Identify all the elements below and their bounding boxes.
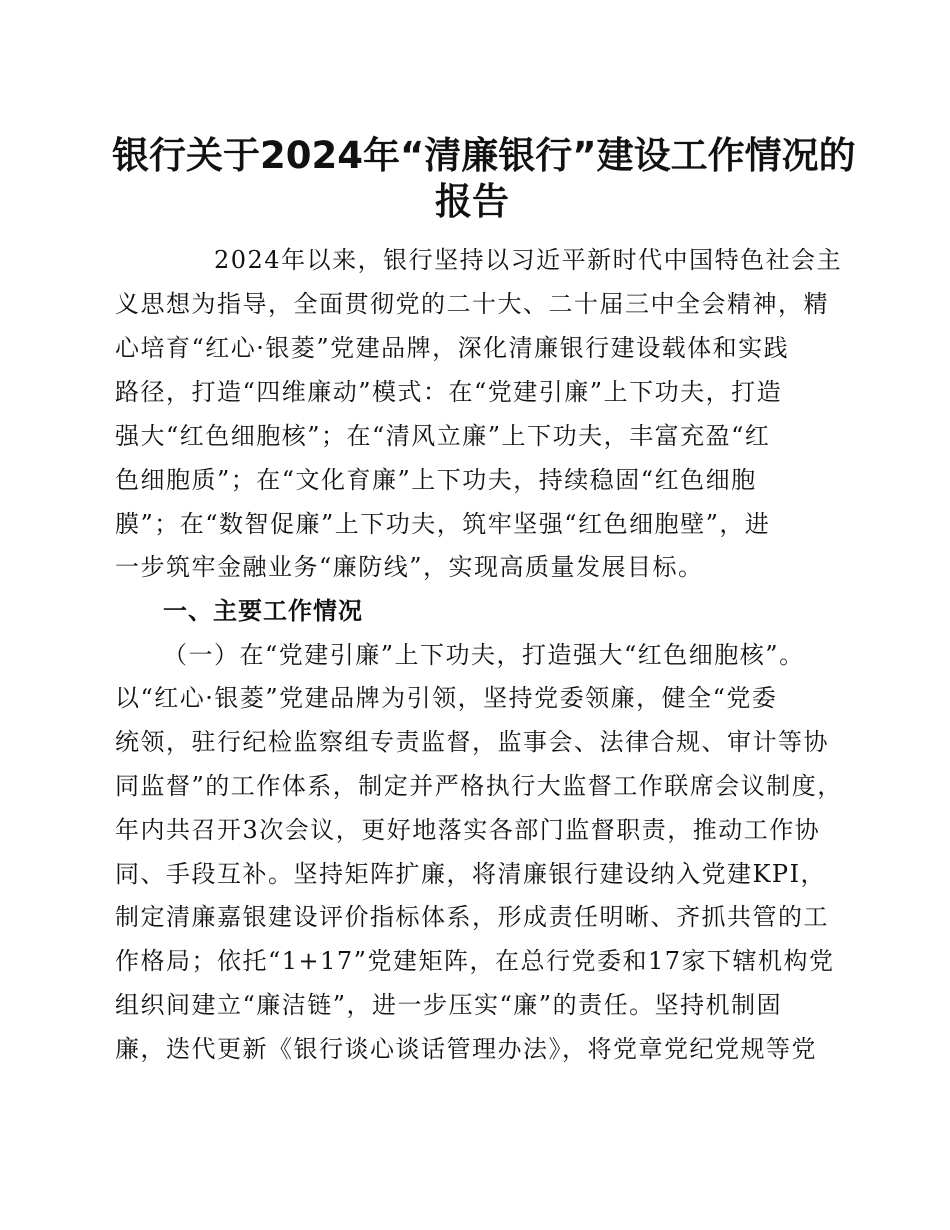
document-title-line-1: 银行关于2024年“清廉银行”建设工作情况的	[112, 134, 856, 177]
section-1-line-5: 年内共召开3次会议，更好地落实各部门监督职责，推动工作协	[115, 816, 821, 844]
section-1-line-8: 作格局；依托“1+17”党建矩阵，在总行党委和17家下辖机构党	[115, 947, 835, 975]
section-1-line-10: 廉，迭代更新《银行谈心谈话管理办法》，将党章党纪党规等党	[115, 1035, 817, 1063]
section-1-line-1: （一）在“党建引廉”上下功夫，打造强大“红色细胞核”。	[163, 641, 805, 669]
intro-line-4: 路径，打造“四维廉动”模式：在“党建引廉”上下功夫，打造	[115, 378, 783, 406]
section-1-line-3: 统领，驻行纪检监察组专责监督，监事会、法律合规、审计等协	[115, 728, 829, 756]
section-1-line-9: 组织间建立“廉洁链”，进一步压实“廉”的责任。坚持机制固	[115, 991, 783, 1019]
intro-line-8: 一步筑牢金融业务“廉防线”，实现高质量发展目标。	[115, 553, 704, 581]
intro-line-1: 2024年以来，银行坚持以习近平新时代中国特色社会主	[214, 246, 843, 274]
section-1-line-7: 制定清廉嘉银建设评价指标体系，形成责任明晰、齐抓共管的工	[115, 903, 829, 931]
intro-line-5: 强大“红色细胞核”；在“清风立廉”上下功夫，丰富充盈“红	[115, 422, 771, 450]
section-1-heading: 一、主要工作情况	[163, 597, 363, 625]
section-1-line-6: 同、手段互补。坚持矩阵扩廉，将清廉银行建设纳入党建KPI，	[115, 860, 827, 888]
document-title-line-2: 报告	[435, 180, 509, 223]
section-1-line-4: 同监督”的工作体系，制定并严格执行大监督工作联席会议制度，	[115, 772, 843, 800]
intro-line-7: 膜”；在“数智促廉”上下功夫，筑牢坚强“红色细胞壁”，进	[115, 510, 771, 538]
intro-line-6: 色细胞质”；在“文化育廉”上下功夫，持续稳固“红色细胞	[115, 466, 757, 494]
intro-line-3: 心培育“红心·银菱”党建品牌，深化清廉银行建设载体和实践	[115, 334, 790, 362]
intro-line-2: 义思想为指导，全面贯彻党的二十大、二十届三中全会精神，精	[115, 290, 829, 318]
section-1-line-2: 以“红心·银菱”党建品牌为引领，坚持党委领廉，健全“党委	[115, 684, 778, 712]
